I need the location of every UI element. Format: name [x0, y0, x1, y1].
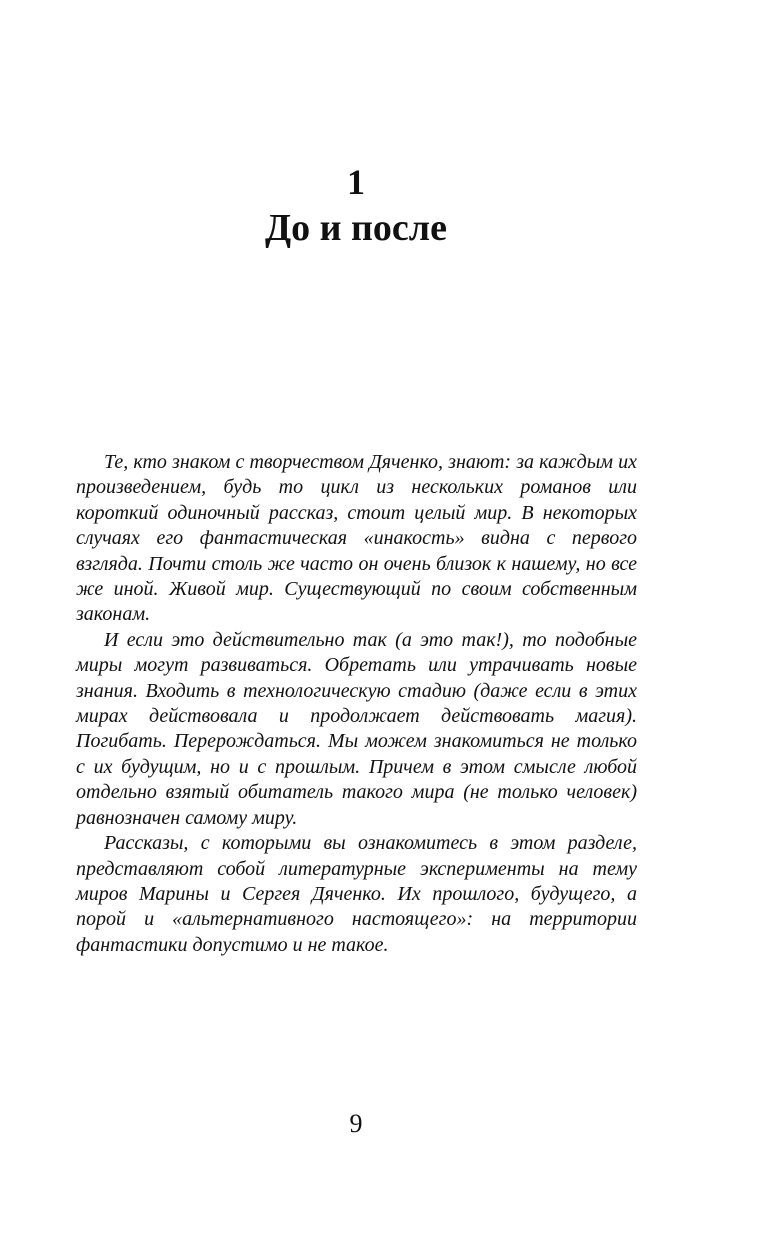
chapter-intro	[76, 450, 637, 958]
intro-paragraph: Те, кто знаком с творчеством Дяченко, знают: за каждым их произведением, будь то цикл из нескольких романов или короткий одиночный рассказ, стоит целый мир. В некоторых случаях его фантастическая «инакость» видна с первого взгляда. Почти столь же часто он очень близок к нашему, но все же иной. Живой мир. Существующий по своим собственным законам.	[76, 451, 637, 626]
intro-paragraph: И если это действительно так (а это так!), то подобные миры могут развиваться. Обретать или утрачивать новые знания. Входить в технологическую стадию (даже если в этих мирах действовала и продолжает действовать магия). Погибать. Перерождаться. Мы можем знакомиться не только с их будущим, но и с прошлым. Причем в этом смысле любой отдельно взятый обитатель такого мира (не только человек) равнозначен самому миру.	[76, 628, 637, 829]
chapter-number: 1	[347, 162, 365, 202]
chapter-title: До и после	[265, 207, 447, 249]
intro-paragraph: Рассказы, с которыми вы ознакомитесь в этом разделе, представляют собой литературные эксперименты на тему миров Марины и Сергея Дяченко. Их прошлого, будущего, а порой и «альтернативного настоящего»: на территории фантастики допустимо и не такое.	[76, 832, 637, 956]
page-number: 9	[349, 1109, 363, 1138]
